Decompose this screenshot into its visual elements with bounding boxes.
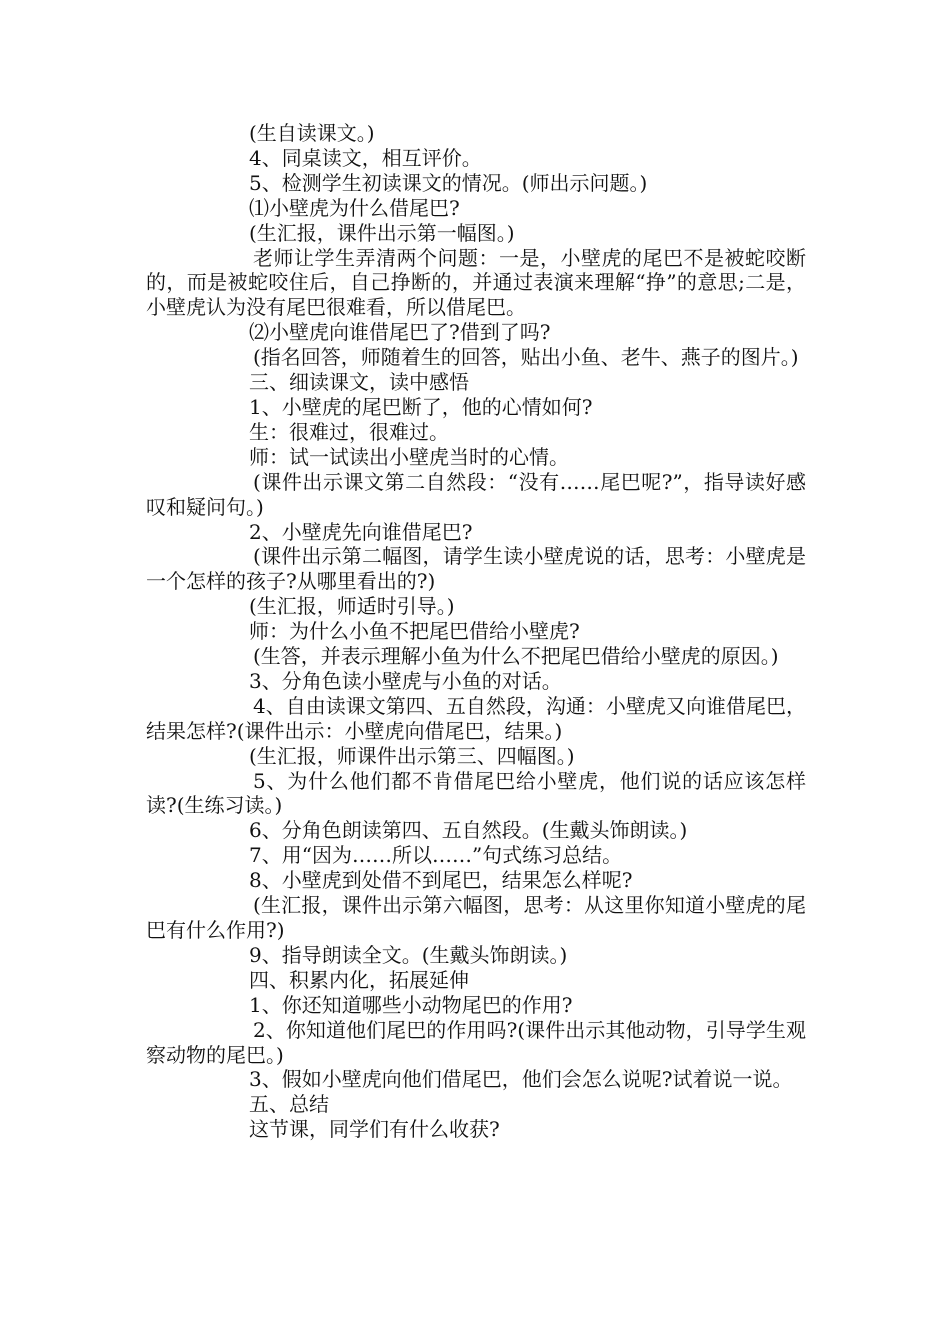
paragraph: (指名回答，师随着生的回答，贴出小鱼、老牛、燕子的图片。) xyxy=(253,345,799,370)
paragraph: (课件出示课文第二自然段：“没有……尾巴呢?”，指导读好感叹和疑问句。) xyxy=(146,469,806,519)
paragraph: (生汇报，师课件出示第三、四幅图。) xyxy=(249,743,575,768)
paragraph: ⑵小壁虎向谁借尾巴了?借到了吗? xyxy=(249,320,551,345)
paragraph: 5、检测学生初读课文的情况。(师出示问题。) xyxy=(249,170,648,195)
paragraph: (生自读课文。) xyxy=(249,121,375,145)
paragraph: 生：很难过，很难过。 xyxy=(249,419,449,444)
paragraph: 6、分角色朗读第四、五自然段。(生戴头饰朗读。) xyxy=(249,818,688,843)
paragraph: 1、小壁虎的尾巴断了，他的心情如何? xyxy=(249,394,593,419)
paragraph: 师：试一试读出小壁虎当时的心情。 xyxy=(249,444,569,469)
section-heading: 四、积累内化，拓展延伸 xyxy=(249,967,469,992)
paragraph: 2、你知道他们尾巴的作用吗?(课件出示其他动物，引导学生观察动物的尾巴。) xyxy=(146,1017,806,1067)
paragraph: 师：为什么小鱼不把尾巴借给小壁虎? xyxy=(249,619,580,644)
paragraph: 8、小壁虎到处借不到尾巴，结果怎么样呢? xyxy=(249,868,633,893)
lesson-text xyxy=(146,121,806,1142)
paragraph: 9、指导朗读全文。(生戴头饰朗读。) xyxy=(249,942,568,967)
paragraph: 老师让学生弄清两个问题：一是，小壁虎的尾巴不是被蛇咬断的，而是被蛇咬住后，自己挣断的，并通过表演来理解“挣”的意思;二是，小壁虎认为没有尾巴很难看，所以借尾巴。 xyxy=(146,245,806,320)
paragraph: ⑴小壁虎为什么借尾巴? xyxy=(249,195,460,220)
paragraph: (生汇报，课件出示第一幅图。) xyxy=(249,220,515,245)
paragraph: 5、为什么他们都不肯借尾巴给小壁虎，他们说的话应该怎样读?(生练习读。) xyxy=(146,768,806,818)
paragraph: 1、你还知道哪些小动物尾巴的作用? xyxy=(249,992,573,1017)
paragraph: (生汇报，课件出示第六幅图，思考：从这里你知道小壁虎的尾巴有什么作用?) xyxy=(146,893,806,942)
paragraph: (生汇报，师适时引导。) xyxy=(249,594,455,619)
paragraph: (课件出示第二幅图，请学生读小壁虎说的话，思考：小壁虎是一个怎样的孩子?从哪里看出的?) xyxy=(146,544,806,594)
section-heading: 五、总结 xyxy=(249,1092,329,1117)
paragraph: 4、自由读课文第四、五自然段，沟通：小壁虎又向谁借尾巴，结果怎样?(课件出示：小壁虎向借尾巴，结果。) xyxy=(146,693,806,743)
paragraph: 7、用“因为……所以……”句式练习总结。 xyxy=(249,843,623,868)
paragraph: 3、假如小壁虎向他们借尾巴，他们会怎么说呢?试着说一说。 xyxy=(249,1067,793,1092)
paragraph: 2、小壁虎先向谁借尾巴? xyxy=(249,519,473,544)
section-heading: 三、细读课文，读中感悟 xyxy=(249,370,469,395)
paragraph: 4、同桌读文，相互评价。 xyxy=(249,145,482,170)
paragraph: 3、分角色读小壁虎与小鱼的对话。 xyxy=(249,668,562,693)
paragraph: 这节课，同学们有什么收获? xyxy=(249,1117,500,1142)
paragraph: (生答，并表示理解小鱼为什么不把尾巴借给小壁虎的原因。) xyxy=(253,644,779,669)
